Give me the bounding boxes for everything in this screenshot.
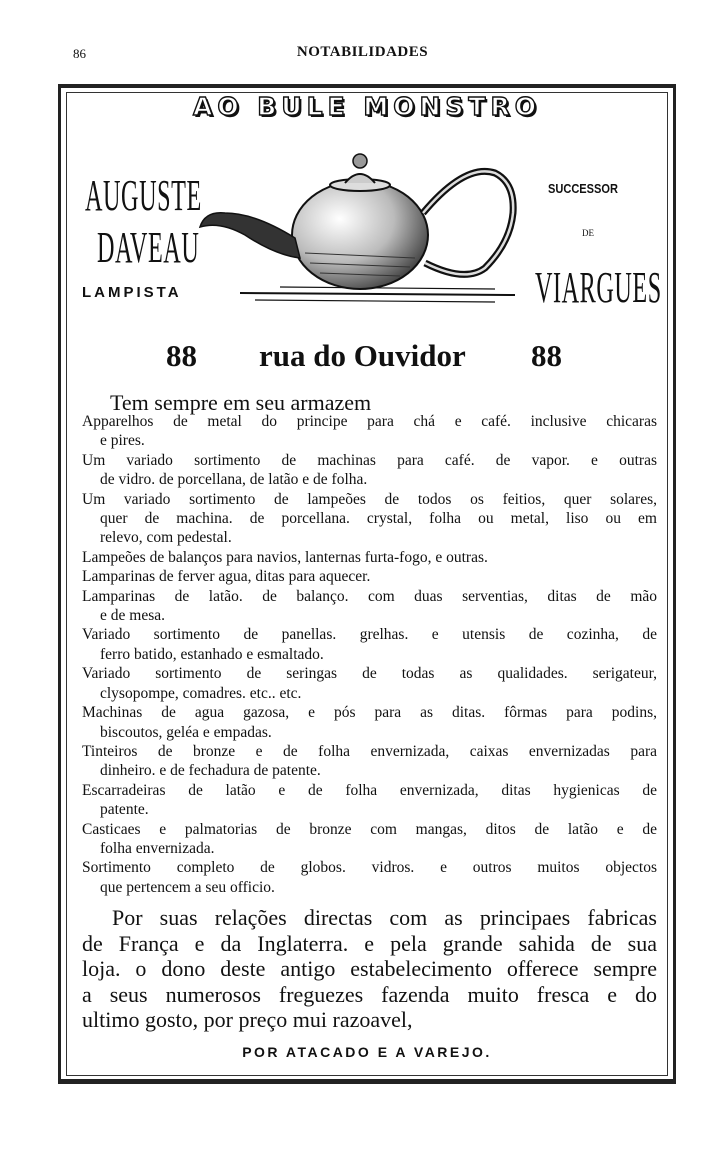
list-item bbox=[82, 703, 657, 742]
list-item bbox=[82, 587, 657, 626]
list-item-line: e de mesa. bbox=[100, 607, 165, 625]
list-item bbox=[82, 742, 657, 781]
owner-last-name: DAVEAU bbox=[97, 223, 200, 272]
list-item-line: Apparelhos de metal do principe para chá e café. inclusive chicaras bbox=[82, 413, 657, 430]
closing-line: a seus numerosos freguezes fazenda muito fresca e do bbox=[82, 981, 657, 1007]
list-item bbox=[82, 664, 657, 703]
list-item-line: Um variado sortimento de machinas para café. de vapor. e outras bbox=[82, 451, 657, 469]
list-item-line: relevo, com pedestal. bbox=[100, 529, 232, 547]
list-item bbox=[82, 567, 657, 586]
closing-line: de França e da Inglaterra. e pela grande sahida de sua bbox=[82, 930, 657, 956]
street-number-left: 88 bbox=[166, 338, 197, 373]
list-item bbox=[82, 490, 657, 548]
list-item-line: de vidro. de porcellana, de latão e de folha. bbox=[100, 471, 368, 489]
list-item-line: Lamparinas de ferver agua, ditas para aquecer. bbox=[82, 568, 371, 586]
predecessor-name: VIARGUES bbox=[535, 263, 662, 312]
list-item-line: Machinas de agua gazosa, e pós para as ditas. fôrmas para podins, bbox=[82, 704, 657, 722]
owner-first-name: AUGUSTE bbox=[85, 171, 202, 220]
list-item bbox=[82, 820, 657, 859]
shop-name: AO BULE MONSTRO bbox=[193, 92, 541, 121]
list-item-line: que pertencem a seu officio. bbox=[100, 878, 275, 896]
list-item-line: quer de machina. de porcellana. crystal, folha ou metal, liso ou em bbox=[100, 510, 657, 528]
closing-line: ultimo gosto, por preço mui razoavel, bbox=[82, 1007, 413, 1032]
street-number-right: 88 bbox=[531, 338, 562, 373]
closing-line: Por suas relações directas com as principaes fabricas bbox=[112, 905, 657, 930]
list-item-line: Lamparinas de latão. de balanço. com duas serventias, ditas de mão bbox=[82, 587, 657, 605]
list-item bbox=[82, 625, 657, 664]
page-number: 86 bbox=[73, 46, 86, 61]
running-head: NOTABILIDADES bbox=[296, 44, 429, 60]
list-item bbox=[82, 412, 657, 451]
list-item-line: Sortimento completo de globos. vidros. e outros muitos objectos bbox=[82, 859, 657, 877]
list-item-line: patente. bbox=[100, 801, 149, 819]
list-item-line: Escarradeiras de latão e de folha envernizada, ditas hygienicas de bbox=[82, 781, 657, 799]
list-item-line: biscoutos, geléa e empadas. bbox=[100, 723, 272, 741]
list-item bbox=[82, 858, 657, 897]
list-item bbox=[82, 451, 657, 490]
wholesale-retail-line: POR ATACADO E A VAREJO. bbox=[242, 1044, 492, 1060]
list-item-line: Um variado sortimento de lampeões de todos os feitios, quer solares, bbox=[82, 490, 657, 508]
list-item-line: dinheiro. e de fechadura de patente. bbox=[100, 762, 321, 780]
list-item-line: clysopompe, comadres. etc.. etc. bbox=[100, 684, 302, 702]
list-item-line: Variado sortimento de panellas. grelhas. e utensis de cozinha, de bbox=[82, 626, 657, 644]
street-name: rua do Ouvidor bbox=[259, 338, 466, 373]
closing-paragraph bbox=[82, 905, 657, 1033]
successor-of: DE bbox=[582, 228, 594, 238]
owner-trade: LAMPISTA bbox=[82, 284, 182, 301]
list-item bbox=[82, 781, 657, 820]
list-item-line: ferro batido, estanhado e esmaltado. bbox=[100, 645, 324, 663]
successor-label: SUCCESSOR bbox=[548, 181, 619, 196]
list-item-line: Casticaes e palmatorias de bronze com mangas, ditos de latão e de bbox=[82, 820, 657, 838]
closing-line: loja. o dono deste antigo estabelecimento offerece sempre bbox=[82, 956, 657, 981]
list-item-line: Tinteiros de bronze e de folha envernizada, caixas envernizadas para bbox=[82, 742, 657, 760]
list-item-line: folha envernizada. bbox=[100, 839, 215, 857]
list-item-line: Lampeões de balanços para navios, lanternas furta-fogo, e outras. bbox=[82, 548, 488, 566]
intro-line: Tem sempre em seu armazem bbox=[110, 390, 372, 415]
list-item-line: Variado sortimento de seringas de todas as qualidades. serigateur, bbox=[82, 665, 657, 683]
merchandise-list bbox=[82, 412, 657, 897]
list-item bbox=[82, 548, 657, 567]
teapot-illustration bbox=[195, 143, 530, 308]
list-item-line: e pires. bbox=[100, 432, 145, 450]
